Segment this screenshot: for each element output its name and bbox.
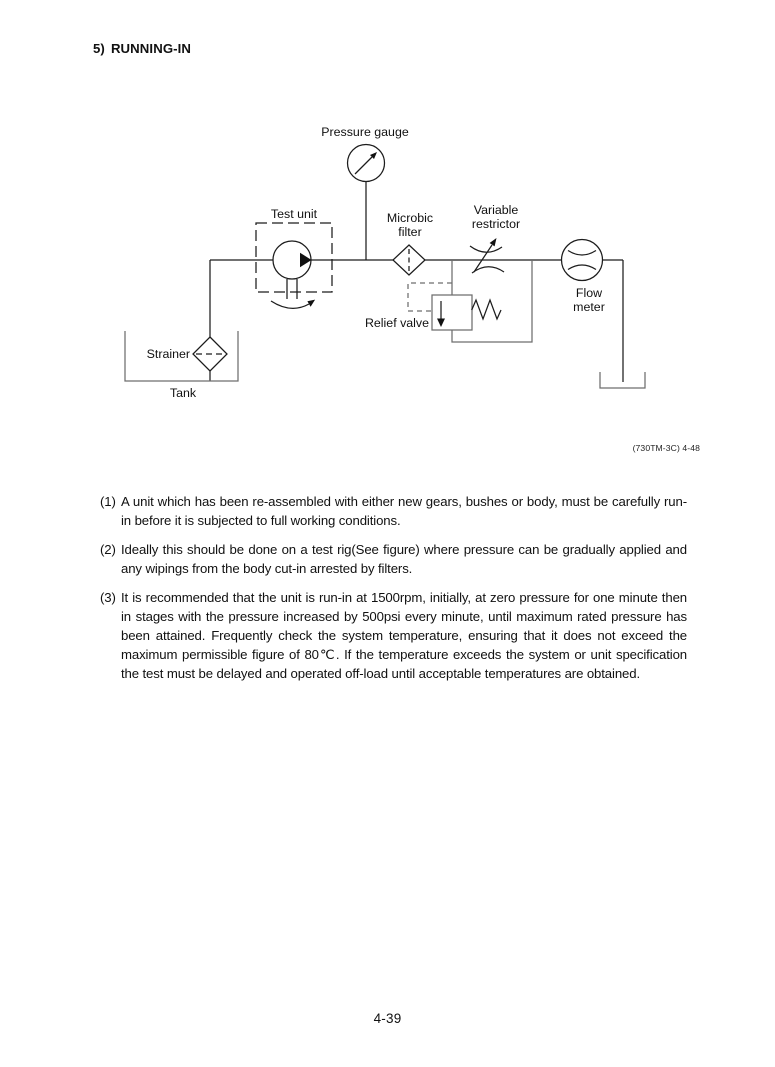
paragraph-1-number: (1) <box>100 494 116 509</box>
relief-valve-label: Relief valve <box>364 316 429 330</box>
paragraph-3-number: (3) <box>100 590 116 605</box>
relief-valve-symbol <box>432 295 501 330</box>
hydraulic-circuit-diagram <box>0 0 775 460</box>
rotation-arrowhead-icon <box>307 300 315 307</box>
test-unit-label: Test unit <box>270 207 318 221</box>
microbic-filter-label-line2: filter <box>398 225 422 239</box>
microbic-filter-label-line1: Microbic <box>386 211 434 225</box>
paragraph-2-number: (2) <box>100 542 116 557</box>
strainer-label: Strainer <box>146 347 190 361</box>
paragraph-2 <box>100 540 687 578</box>
pressure-gauge-label: Pressure gauge <box>321 125 409 139</box>
microbic-filter-symbol <box>393 245 425 275</box>
pressure-gauge-symbol <box>348 145 385 182</box>
variable-restrictor-label-line1: Variable <box>473 203 519 217</box>
variable-restrictor-label-line2: restrictor <box>471 217 521 231</box>
section-title: RUNNING-IN <box>110 41 192 56</box>
restrictor-arrowhead-icon <box>490 238 497 246</box>
flow-meter-label-line2: meter <box>573 300 605 314</box>
paragraph-1-text: A unit which has been re-assembled with either new gears, bushes or body, must be carefully run-in before it is subjected to full working conditions. <box>121 494 687 528</box>
test-unit-symbol <box>256 223 332 308</box>
strainer-symbol <box>193 337 227 371</box>
pump-shaft <box>287 279 297 299</box>
variable-restrictor-symbol <box>470 238 504 273</box>
paragraph-3-text: It is recommended that the unit is run-in at 1500rpm, initially, at zero pressure for one minute then in stages with the pressure increased by 500psi every minute, until maximum rated pressure has been attained. Frequently check the system temperature, ensuring that it does not exceed the maximum permissible figure of 80℃. If the temperature exceeds the system or unit specification the test must be delayed and operated off-load until acceptable temperatures are obtained. <box>121 590 687 681</box>
flow-meter-symbol <box>562 240 603 281</box>
paragraph-2-text: Ideally this should be done on a test rig(See figure) where pressure can be gradually applied and any wipings from the body cut-in arrested by filters. <box>121 542 687 576</box>
paragraph-1 <box>100 492 687 530</box>
rotation-arrow-arc <box>271 301 309 308</box>
page-number: 4-39 <box>373 1011 402 1026</box>
spring-icon <box>472 300 501 319</box>
paragraph-3 <box>100 588 687 683</box>
body-text <box>100 492 687 693</box>
flow-meter-label-line1: Flow <box>575 286 603 300</box>
tank-label: Tank <box>169 386 197 400</box>
figure-reference: (730TM-3C) 4-48 <box>632 443 700 453</box>
section-number: 5) <box>93 41 105 56</box>
